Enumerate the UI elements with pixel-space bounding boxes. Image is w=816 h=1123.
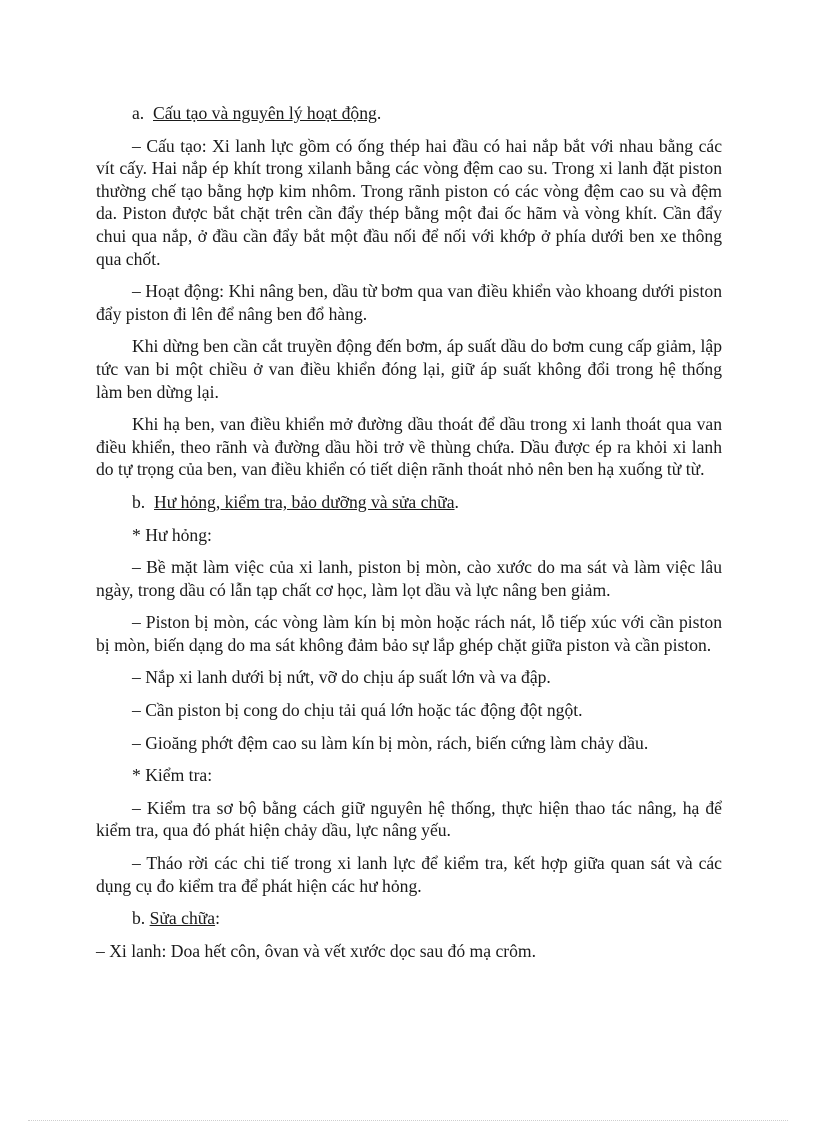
paragraph-dung-ben: Khi dừng ben cần cắt truyền động đến bơm, áp suất dầu do bơm cung cấp giảm, lập tức van bi một chiều ở van điều khiển đóng lại, giữ áp suất không đổi trong hệ thống làm ben dừng lại. [96,336,722,402]
paragraph-hu-hong-5: – Gioăng phớt đệm cao su làm kín bị mòn, rách, biến cứng làm chảy dầu. [132,732,649,753]
subheading-hu-hong: * Hư hỏng: [132,524,212,545]
subheading-kiem-tra: * Kiểm tra: [132,765,213,786]
paragraph-hu-hong-1: – Bề mặt làm việc của xi lanh, piston bị mòn, cào xước do ma sát và làm việc lâu ngày, trong dầu có lẫn tạp chất cơ học, làm lọt dầu và lực nâng ben giảm. [96,557,722,600]
paragraph-hu-hong-4: – Cần piston bị cong do chịu tải quá lớn hoặc tác động đột ngột. [132,700,583,721]
document-body [96,102,722,972]
page-bottom-border [28,1120,788,1121]
paragraph-kiem-tra-2: – Tháo rời các chi tiế trong xi lanh lực để kiểm tra, kết hợp giữa quan sát và các dụng cụ đo kiểm tra để phát hiện các hư hỏng. [96,853,722,896]
section-heading-b: b. Hư hỏng, kiểm tra, bảo dưỡng và sửa chữa. [132,491,459,512]
paragraph-hoat-dong: – Hoạt động: Khi nâng ben, dầu từ bơm qua van điều khiển vào khoang dưới piston đẩy piston đi lên để nâng ben đổ hàng. [96,281,722,324]
section-title-sua-chua: Sửa chữa [149,908,216,929]
section-title-b: Hư hỏng, kiểm tra, bảo dưỡng và sửa chữa [154,491,455,512]
section-title-a: Cấu tạo và nguyên lý hoạt động [153,103,377,123]
paragraph-kiem-tra-1: – Kiểm tra sơ bộ bằng cách giữ nguyên hệ thống, thực hiện thao tác nâng, hạ để kiểm tra, qua đó phát hiện chảy dầu, lực nâng yếu. [96,797,722,841]
section-heading-sua-chua: b. Sửa chữa: [132,908,220,929]
section-heading-a: a. Cấu tạo và nguyên lý hoạt động. [132,103,382,123]
paragraph-hu-hong-2: – Piston bị mòn, các vòng làm kín bị mòn hoặc rách nát, lỗ tiếp xúc với cần piston bị mòn, biến dạng do ma sát không đảm bảo sự lắp ghép chặt giữa piston và cần piston. [96,612,722,655]
paragraph-sua-chua-xi-lanh: – Xi lanh: Doa hết côn, ôvan và vết xước dọc sau đó mạ crôm. [96,940,536,961]
paragraph-cau-tao: – Cấu tạo: Xi lanh lực gồm có ống thép hai đầu có hai nắp bắt với nhau bằng các vít cấy. Hai nắp ép khít trong xilanh bằng các vòng đệm cao su. Trong xi lanh đặt piston thường chế tạo bằng hợp kim nhôm. Trong rãnh piston có các vòng đệm cao su và đệm da. Piston được bắt chặt trên cần đẩy thép bằng một đai ốc hãm và vòng khít. Cần đẩy chui qua nắp, ở đầu cần đẩy bắt một đầu nối để nối với khớp ở phía dưới ben xe thông qua chốt. [96,135,722,269]
paragraph-ha-ben: Khi hạ ben, van điều khiển mở đường dầu thoát để dầu trong xi lanh thoát qua van điều khiển, theo rãnh và đường dầu hồi trở về thùng chứa. Dầu được ép ra khỏi xi lanh do tự trọng của ben, van điều khiển có tiết diện rãnh thoát nhỏ nên ben hạ xuống từ từ. [96,414,722,480]
paragraph-hu-hong-3: – Nắp xi lanh dưới bị nứt, vỡ do chịu áp suất lớn và va đập. [132,667,551,688]
